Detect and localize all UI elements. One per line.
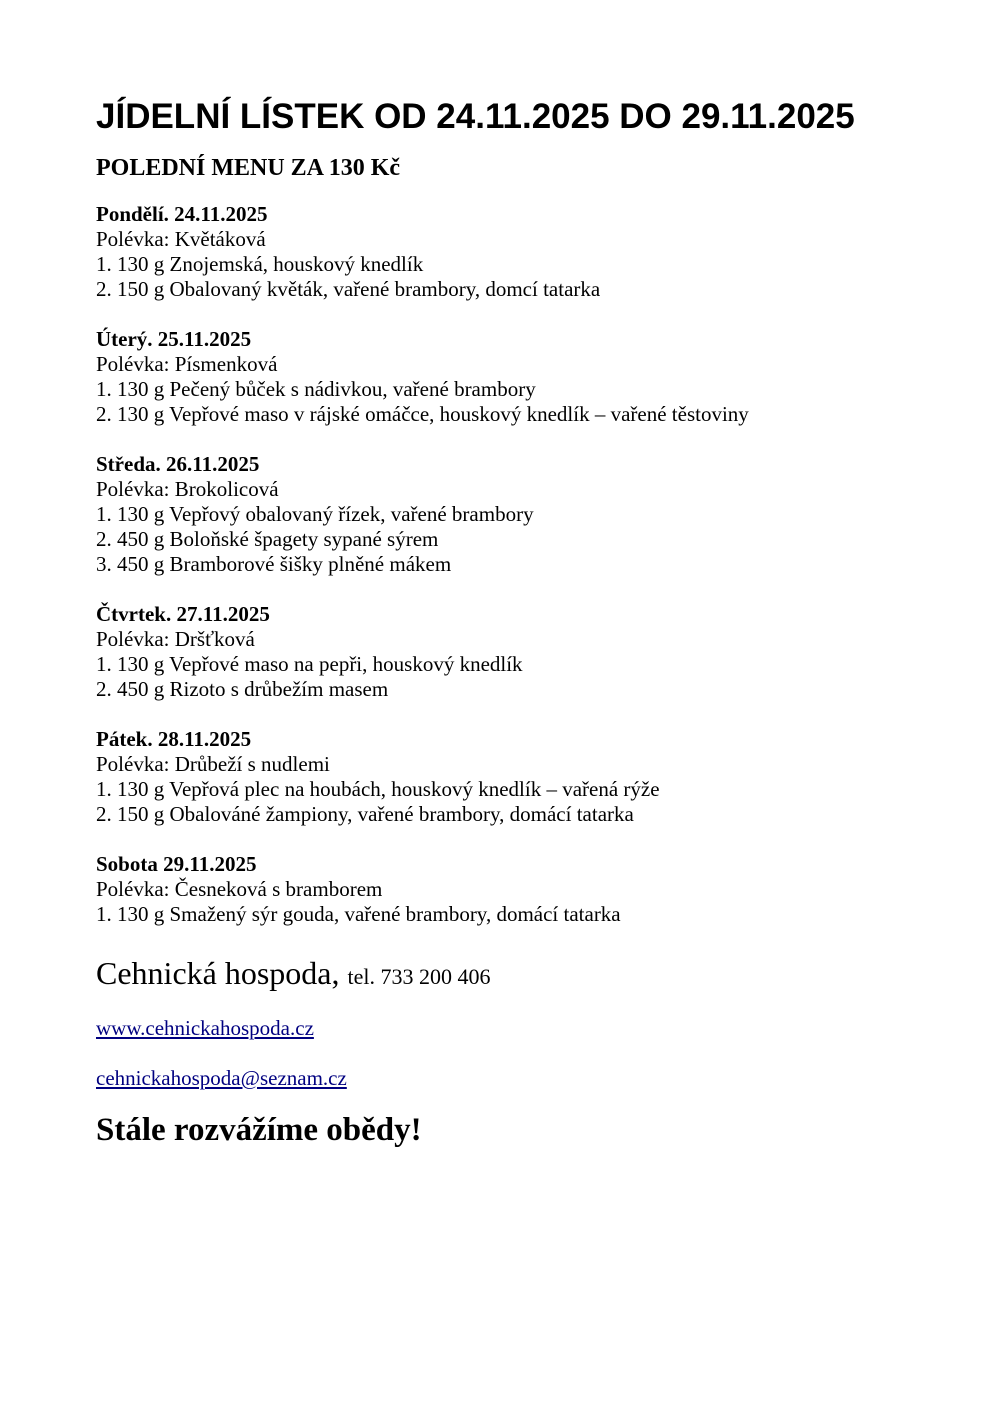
day-thursday [96,602,956,702]
day-heading: Středa. 26.11.2025 [96,452,260,476]
restaurant-name: Cehnická hospoda, [96,955,340,991]
dish-line: 2. 150 g Obalováné žampiony, vařené brambory, domácí tatarka [96,802,634,826]
dish-line: 3. 450 g Bramborové šišky plněné mákem [96,552,452,576]
dish-line: 1. 130 g Znojemská, houskový knedlík [96,252,424,276]
website-link[interactable]: www.cehnickahospoda.cz [96,1016,314,1040]
day-tuesday [96,327,956,427]
dish-line: 2. 130 g Vepřové maso v rájské omáčce, houskový knedlík – vařené těstoviny [96,402,749,426]
phone-number: tel. 733 200 406 [347,964,491,989]
soup-line: Polévka: Dršťková [96,627,255,651]
soup-line: Polévka: Květáková [96,227,266,251]
email-row [96,1066,956,1091]
day-wednesday [96,452,956,577]
dish-line: 2. 150 g Obalovaný květák, vařené brambory, domcí tatarka [96,277,601,301]
menu-document [96,90,956,1150]
dish-line: 1. 130 g Pečený bůček s nádivkou, vařené brambory [96,377,536,401]
dish-line: 1. 130 g Vepřové maso na pepři, houskový knedlík [96,652,523,676]
day-saturday [96,852,956,927]
dish-line: 2. 450 g Boloňské špagety sypané sýrem [96,527,439,551]
restaurant-line [96,952,956,998]
contact-section [96,952,956,1150]
dish-line: 2. 450 g Rizoto s drůbežím masem [96,677,389,701]
website-row [96,1016,956,1041]
lunch-menu-heading: POLEDNÍ MENU ZA 130 Kč [96,155,401,181]
dish-line: 1. 130 g Vepřová plec na houbách, houskový knedlík – vařená rýže [96,777,660,801]
dish-line: 1. 130 g Vepřový obalovaný řízek, vařené brambory [96,502,534,526]
soup-line: Polévka: Písmenková [96,352,278,376]
email-link[interactable]: cehnickahospoda@seznam.cz [96,1066,347,1090]
soup-line: Polévka: Brokolicová [96,477,279,501]
dish-line: 1. 130 g Smažený sýr gouda, vařené brambory, domácí tatarka [96,902,621,926]
day-friday [96,727,956,827]
day-heading: Pondělí. 24.11.2025 [96,202,268,226]
day-heading: Úterý. 25.11.2025 [96,327,252,351]
day-monday [96,202,956,302]
day-heading: Sobota 29.11.2025 [96,852,257,876]
soup-line: Polévka: Česneková s bramborem [96,877,383,901]
delivery-note: Stále rozvážíme obědy! [96,1112,422,1148]
soup-line: Polévka: Drůbeží s nudlemi [96,752,330,776]
day-heading: Čtvrtek. 27.11.2025 [96,602,270,626]
day-heading: Pátek. 28.11.2025 [96,727,252,751]
weekly-menu [96,202,956,927]
page-title: JÍDELNÍ LÍSTEK OD 24.11.2025 DO 29.11.2025 [96,97,855,136]
